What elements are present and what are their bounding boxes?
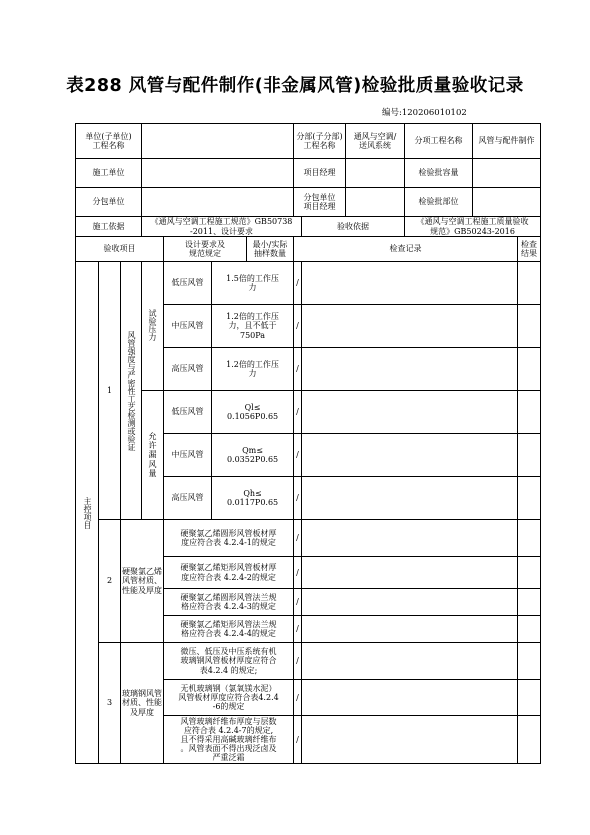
row-result[interactable]	[518, 305, 541, 348]
row-sample[interactable]: /	[294, 643, 302, 680]
row-record[interactable]	[302, 616, 518, 643]
row-sample[interactable]: /	[294, 716, 302, 764]
row-name: 高压风管	[164, 477, 212, 520]
row-result[interactable]	[518, 434, 541, 477]
row-result[interactable]	[518, 680, 541, 716]
row-result[interactable]	[518, 391, 541, 434]
row-req: 硬聚氯乙烯矩形风管板材厚 度应符合表 4.2.4-2的规定	[164, 557, 294, 589]
accept-value[interactable]: 《通风与空调工程施工质量验收 规范》GB50243-2016	[405, 217, 541, 237]
row-record[interactable]	[302, 557, 518, 589]
part-value-cell[interactable]	[473, 188, 541, 217]
row-name: 中压风管	[164, 305, 212, 348]
row-req: 微压、低压及中压系统有机 玻璃钢风管板材厚度应符合 表4.2.4 的规定;	[164, 643, 294, 680]
col-record-header: 检查记录	[294, 237, 518, 262]
row-record[interactable]	[302, 348, 518, 391]
row-req: 无机玻璃钢（氯氧镁水泥） 风管板材厚度应符合表4.2.4 -6的规定	[164, 680, 294, 716]
col-result-header: 检查 结果	[518, 237, 541, 262]
document-number: 编号:120206010102	[382, 108, 467, 118]
row-record[interactable]	[302, 520, 518, 557]
basis-label: 施工依据	[76, 217, 142, 237]
row-result[interactable]	[518, 716, 541, 764]
row-req: 硬聚氯乙烯矩形风管法兰规 格应符合表 4.2.4-4的规定	[164, 616, 294, 643]
sub-label: 分包单位	[76, 188, 142, 217]
subunit-label: 分部(子分部) 工程名称	[294, 124, 346, 159]
row-sample[interactable]: /	[294, 262, 302, 305]
group2-number: 2	[99, 520, 121, 643]
basis-value[interactable]: 《通风与空调工程施工规范》GB50738 -2011、设计要求	[142, 217, 302, 237]
unit-label: 单位(子单位) 工程名称	[76, 124, 142, 159]
accept-label: 验收依据	[302, 217, 405, 237]
row-req: Qh≤ 0.0117P0.65	[212, 477, 294, 520]
row-record[interactable]	[302, 589, 518, 616]
group1-sub1: 试验压力	[142, 262, 164, 391]
row-sample[interactable]: /	[294, 348, 302, 391]
capacity-value-cell[interactable]	[473, 159, 541, 188]
group1-sub2: 允许漏风量	[142, 391, 164, 520]
row-result[interactable]	[518, 477, 541, 520]
row-result[interactable]	[518, 643, 541, 680]
sub-value-cell[interactable]	[142, 188, 294, 217]
row-result[interactable]	[518, 520, 541, 557]
row-sample[interactable]: /	[294, 520, 302, 557]
main-control-label: 主控项目	[76, 262, 99, 764]
sub-pm-value-cell[interactable]	[346, 188, 405, 217]
subunit-value[interactable]: 通风与空调/ 送风系统	[346, 124, 405, 159]
pm-label: 项目经理	[294, 159, 346, 188]
group3-name: 玻璃钢风管材质、性能及厚度	[121, 643, 164, 764]
col-req-header: 设计要求及 规范规定	[164, 237, 247, 262]
row-result[interactable]	[518, 589, 541, 616]
row-record[interactable]	[302, 680, 518, 716]
group3-number: 3	[99, 643, 121, 764]
row-sample[interactable]: /	[294, 680, 302, 716]
row-record[interactable]	[302, 391, 518, 434]
row-result[interactable]	[518, 348, 541, 391]
row-sample[interactable]: /	[294, 305, 302, 348]
row-record[interactable]	[302, 716, 518, 764]
row-req: 风管玻璃纤维布厚度与层数 应符合表 4.2.4-7的规定, 且不得采用高碱玻璃纤维布 。风管表面不得出现泛卤及 严重泛霜	[164, 716, 294, 764]
row-name: 高压风管	[164, 348, 212, 391]
row-req: Ql≤ 0.1056P0.65	[212, 391, 294, 434]
row-sample[interactable]: /	[294, 557, 302, 589]
part-label: 检验批部位	[405, 188, 473, 217]
row-sample[interactable]: /	[294, 477, 302, 520]
group2-name: 硬聚氯乙烯风管材质、性能及厚度	[121, 520, 164, 643]
inspection-table	[75, 123, 541, 764]
row-record[interactable]	[302, 643, 518, 680]
group1-name: 风管强度与严密性工艺检测或验证	[121, 262, 142, 520]
item-value[interactable]: 风管与配件制作	[473, 124, 541, 159]
row-req: 硬聚氯乙烯圆形风管板材厚 度应符合表 4.2.4-1的规定	[164, 520, 294, 557]
row-result[interactable]	[518, 262, 541, 305]
col-item-header: 验收项目	[76, 237, 164, 262]
row-result[interactable]	[518, 557, 541, 589]
sub-pm-label: 分包单位 项目经理	[294, 188, 346, 217]
item-label: 分项工程名称	[405, 124, 473, 159]
row-sample[interactable]: /	[294, 434, 302, 477]
row-record[interactable]	[302, 305, 518, 348]
row-record[interactable]	[302, 262, 518, 305]
construct-value-cell[interactable]	[142, 159, 294, 188]
unit-value-cell[interactable]	[142, 124, 294, 159]
row-result[interactable]	[518, 616, 541, 643]
row-sample[interactable]: /	[294, 589, 302, 616]
group1-number: 1	[99, 262, 121, 520]
row-req: 1.2倍的工作压 力	[212, 348, 294, 391]
col-sample-header: 最小/实际 抽样数量	[247, 237, 294, 262]
row-req: 1.2倍的工作压 力，且不低于 750Pa	[212, 305, 294, 348]
row-record[interactable]	[302, 477, 518, 520]
row-record[interactable]	[302, 434, 518, 477]
page-title: 表288 风管与配件制作(非金属风管)检验批质量验收记录	[66, 76, 524, 96]
row-name: 低压风管	[164, 391, 212, 434]
row-sample[interactable]: /	[294, 391, 302, 434]
row-req: 1.5倍的工作压 力	[212, 262, 294, 305]
capacity-label: 检验批容量	[405, 159, 473, 188]
row-name: 低压风管	[164, 262, 212, 305]
row-name: 中压风管	[164, 434, 212, 477]
row-req: Qm≤ 0.0352P0.65	[212, 434, 294, 477]
pm-value-cell[interactable]	[346, 159, 405, 188]
row-req: 硬聚氯乙烯圆形风管法兰规 格应符合表 4.2.4-3的规定	[164, 589, 294, 616]
construct-label: 施工单位	[76, 159, 142, 188]
row-sample[interactable]: /	[294, 616, 302, 643]
